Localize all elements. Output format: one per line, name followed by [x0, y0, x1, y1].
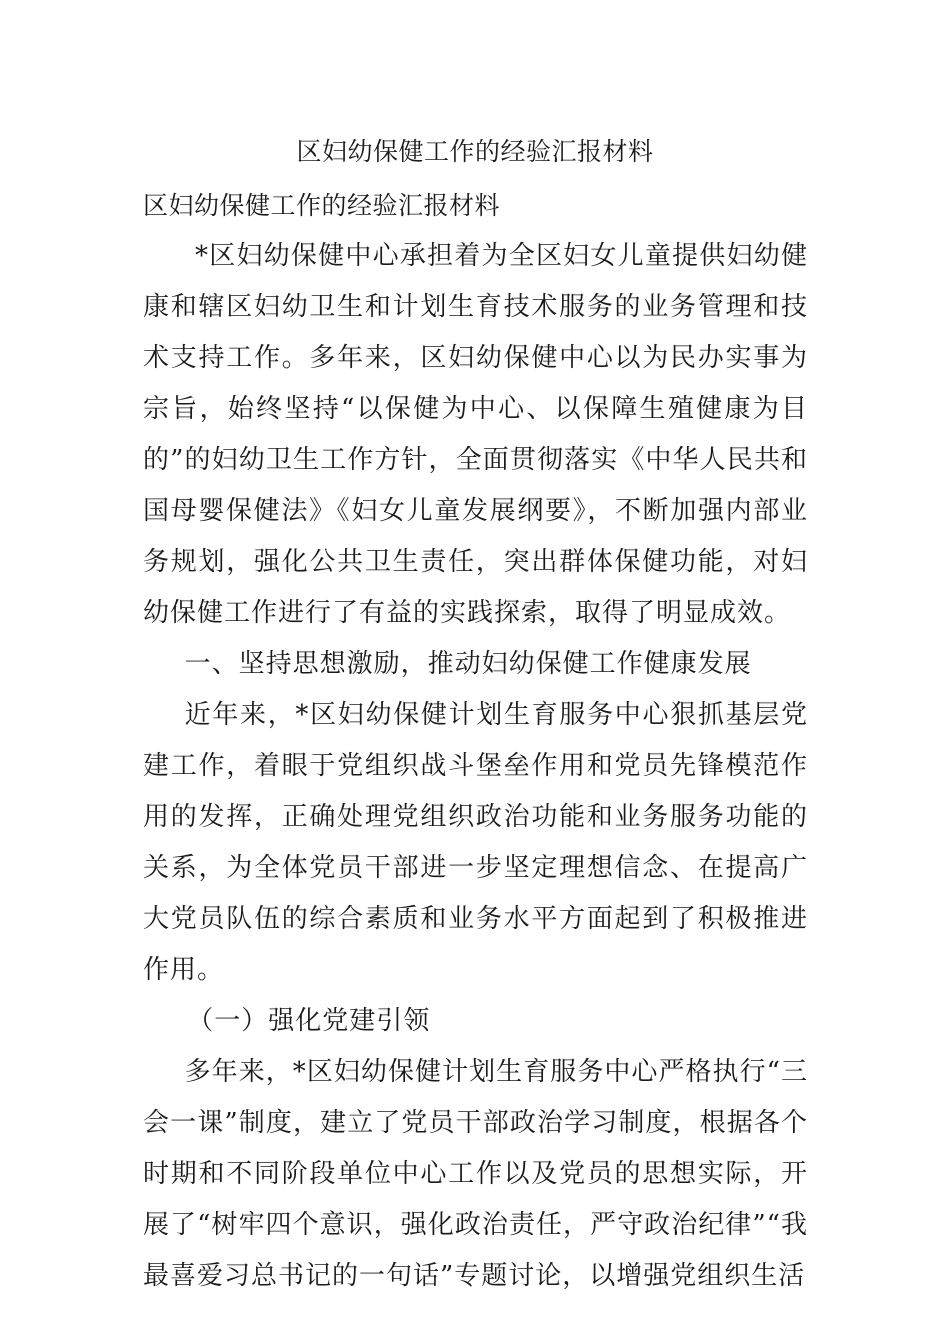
section-heading-1: 一、坚持思想激励，推动妇幼保健工作健康发展	[184, 649, 752, 679]
document-subtitle: 区妇幼保健工作的经验汇报材料	[143, 191, 501, 220]
document-body	[143, 180, 808, 1302]
subsection-heading-1: （一）强化党建引领	[187, 1006, 431, 1036]
paragraph-subsection-1: 多年来，*区妇幼保健计划生育服务中心严格执行“三会一课”制度，建立了党员干部政治学习制度，根据各个时期和不同阶段单位中心工作以及党员的思想实际，开展了“树牢四个意识，强化政治责任，严守政治纪律”“我最喜爱习总书记的一句话”专题讨论，以增强党组织生活	[143, 1057, 808, 1291]
paragraph-section-1: 近年来，*区妇幼保健计划生育服务中心狠抓基层党建工作，着眼于党组织战斗堡垒作用和党员先锋模范作用的发挥，正确处理党组织政治功能和业务服务功能的关系，为全体党员干部进一步坚定理想信念、在提高广大党员队伍的综合素质和业务水平方面起到了积极推进作用。	[143, 700, 808, 985]
document-title: 区妇幼保健工作的经验汇报材料	[296, 137, 654, 166]
paragraph-intro: *区妇幼保健中心承担着为全区妇女儿童提供妇幼健康和辖区妇幼卫生和计划生育技术服务的业务管理和技术支持工作。多年来，区妇幼保健中心以为民办实事为宗旨，始终坚持“以保健为中心、以保障生殖健康为目的”的妇幼卫生工作方针，全面贯彻落实《中华人民共和国母婴保健法》《妇女儿童发展纲要》，不断加强内部业务规划，强化公共卫生责任，突出群体保健功能，对妇幼保健工作进行了有益的实践探索，取得了明显成效。	[143, 241, 808, 628]
